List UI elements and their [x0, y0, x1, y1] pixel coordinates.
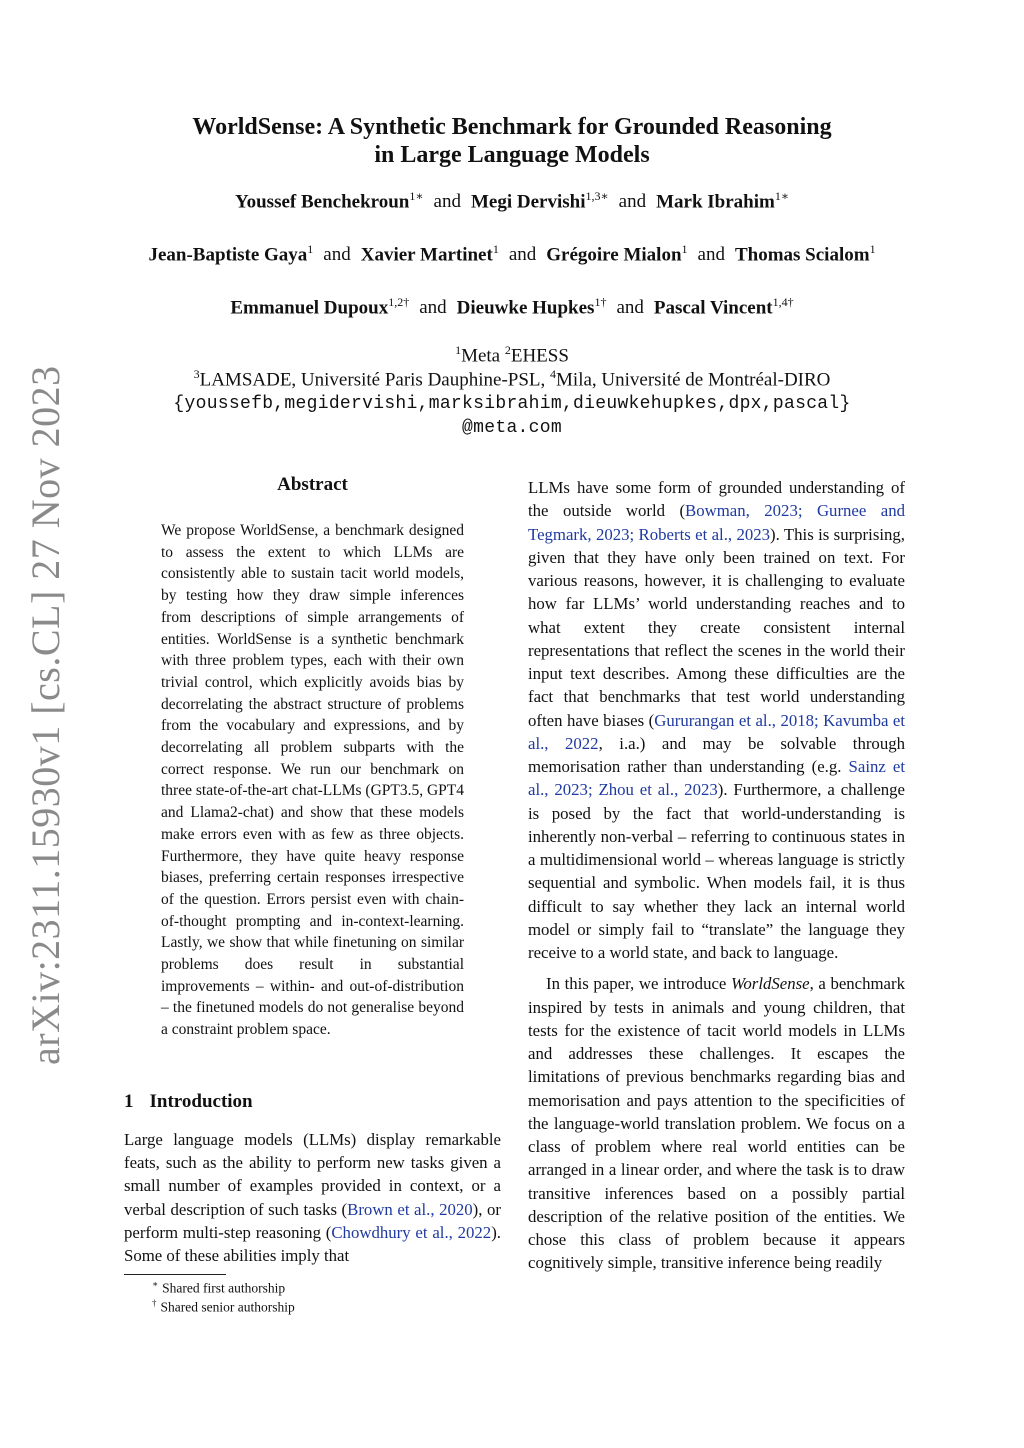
body-text: , a benchmark inspired by tests in animals and young children, that tests for the existence of tacit world models in LLMs and addresses these challenges. It escapes the limitations of previous benchmarks regarding bias and memorisation and pays attention to the specificities of the language-world translation problem. We focus on a class of problem where real world entities can be arranged in a linear order, and where the task is to draw transitive inferences based on a possibly partial description of the relative position of the entities. We chose this class of problem because it appears cognitively simple, transitive inference being readily: [528, 974, 905, 1273]
and-connector: and: [508, 244, 537, 266]
body-text: , i.a.) and may be solvable through memorisation rather than understanding (e.g.: [528, 733, 905, 776]
footnote-mark: †: [152, 1298, 157, 1308]
author-affiliation-mark: 1†: [594, 295, 607, 309]
author-affiliation-mark: 1: [492, 242, 499, 256]
and-connector: and: [616, 297, 644, 319]
citation-link[interactable]: Chowdhury et al., 2022: [331, 1222, 492, 1242]
author-affiliation-mark: 1: [869, 242, 876, 256]
affiliation-mark: 1: [455, 343, 462, 357]
body-text: In this paper, we introduce: [546, 974, 731, 994]
footnote-mark: ∗: [152, 1279, 159, 1289]
author-name: Pascal Vincent: [653, 297, 773, 319]
benchmark-name: WorldSense: [730, 974, 810, 994]
abstract-text: We propose WorldSense, a benchmark designed to assess the extent to which LLMs are consistently able to sustain tacit world models, by testing how they draw simple inferences from descriptions of simple arrangements of entities. WorldSense is a synthetic benchmark with three problem types, each with their own trivial control, which explicitly avoids bias by decorrelating the abstract structure of problems from the vocabulary and expressions, and by decorrelating all problem subparts with the correct response. We run our benchmark on three state-of-the-art chat-LLMs (GPT3.5, GPT4 and Llama2-chat) and show that these models make errors even with as few as three objects. Furthermore, they have quite heavy response biases, preferring certain responses irrespective of the question. Errors persist even with chain-of-thought prompting and in-context-learning. Lastly, we show that while finetuning on similar problems does result in substantial improvements – within- and out-of-distribution – the finetuned models do not generalise beyond a constraint problem space.: [161, 522, 465, 1039]
author-name: Xavier Martinet: [360, 244, 493, 266]
author-name: Dieuwke Hupkes: [456, 297, 595, 319]
affiliation-mark: 2: [504, 343, 511, 357]
intro-text: Large language models (LLMs) display remarkable feats, such as the ability to perform new tasks given a small number of examples provided in context, or a verbal description of such tasks (: [124, 1130, 501, 1219]
right-paragraph-2: [528, 972, 905, 1274]
author-affiliation-mark: 1,4†: [772, 295, 794, 309]
citation-link[interactable]: Gururangan et al., 2018; Kavumba et al., 2022: [528, 710, 906, 753]
affiliation-line-1: [0, 343, 1024, 367]
author-affiliation-mark: 1∗: [409, 189, 424, 203]
citation-link[interactable]: Sainz et al., 2023; Zhou et al., 2023: [528, 757, 905, 800]
email-list: {youssefb,megidervishi,marksibrahim,dieuwkehupkes,dpx,pascal}: [173, 394, 851, 414]
footnote-text: Shared senior authorship: [160, 1299, 295, 1315]
and-connector: and: [323, 244, 351, 266]
affiliation-mark: 3: [193, 367, 200, 381]
author-row-1: [0, 189, 1024, 213]
footnote-text: Shared first authorship: [162, 1280, 286, 1296]
right-column: [528, 476, 905, 1275]
affiliation-meta: Meta: [461, 345, 505, 367]
author-name: Jean-Baptiste Gaya: [148, 244, 308, 266]
body-text: ). Furthermore, a challenge is posed by the fact that world-understanding is inherently non-verbal – referring to continuous states in a multidimensional world – whereas language is strictly sequential and symbolic. When models fail, it is thus difficult to say whether they lack an internal world model or simply fail to “translate” the language they receive to a world state, and back to language.: [528, 780, 905, 962]
author-affiliation-mark: 1,3∗: [585, 189, 609, 203]
affiliation-lamsade: LAMSADE, Université Paris Dauphine-PSL,: [199, 369, 551, 391]
footnote-2: [152, 1298, 295, 1316]
body-text: LLMs have some form of grounded understanding of the outside world (: [528, 478, 905, 521]
intro-text: ). Some of these abilities imply that: [124, 1222, 501, 1266]
affiliation-mark: 4: [550, 367, 557, 381]
section-title: Introduction: [149, 1091, 253, 1112]
and-connector: and: [697, 244, 725, 266]
author-affiliation-mark: 1∗: [774, 189, 789, 203]
author-row-2: [0, 242, 1024, 266]
and-connector: and: [618, 191, 647, 213]
title-line-1: WorldSense: A Synthetic Benchmark for Grounded Reasoning: [192, 114, 832, 140]
author-affiliation-mark: 1,2†: [388, 295, 410, 309]
section-heading: [124, 1091, 253, 1113]
right-paragraph-1: [528, 476, 905, 964]
author-name: Megi Dervishi: [470, 191, 586, 213]
footnote-divider: [124, 1274, 226, 1275]
email-domain: @meta.com: [462, 418, 562, 438]
citation-link[interactable]: Bowman, 2023; Gurnee and Tegmark, 2023; Roberts et al., 2023: [528, 501, 905, 544]
paper-title: [0, 113, 1024, 169]
affiliation-mila: Mila, Université de Montréal-DIRO: [556, 369, 831, 391]
author-affiliation-mark: 1: [681, 242, 688, 256]
section-number: 1: [124, 1091, 134, 1112]
author-row-3: [0, 295, 1024, 319]
intro-paragraph: [124, 1128, 501, 1267]
footnote-1: [152, 1279, 285, 1297]
title-line-2: in Large Language Models: [374, 142, 650, 168]
affiliation-line-2: [0, 367, 1024, 391]
author-affiliation-mark: 1: [307, 242, 314, 256]
abstract-heading: Abstract: [277, 474, 348, 495]
author-name: Thomas Scialom: [734, 244, 870, 266]
author-name: Emmanuel Dupoux: [230, 297, 389, 319]
author-name: Youssef Benchekroun: [235, 191, 410, 213]
intro-text: ), or perform multi-step reasoning (: [124, 1199, 501, 1242]
citation-link[interactable]: Brown et al., 2020: [347, 1199, 473, 1219]
and-connector: and: [433, 191, 461, 213]
author-name: Mark Ibrahim: [656, 191, 775, 213]
and-connector: and: [419, 297, 447, 319]
author-name: Grégoire Mialon: [546, 244, 682, 266]
arxiv-identifier: arXiv:2311.15930v1 [cs.CL] 27 Nov 2023: [23, 365, 68, 1065]
affiliation-ehess: EHESS: [510, 345, 569, 367]
body-text: ). This is surprising, given that they have only been trained on text. For various reasons, however, it is challenging to evaluate how far LLMs’ world understanding reaches and to what extent they create consistent internal representations that reflect the scenes in the world their input text describes. Among these difficulties are the fact that benchmarks that test world understanding often have biases (: [528, 524, 905, 730]
